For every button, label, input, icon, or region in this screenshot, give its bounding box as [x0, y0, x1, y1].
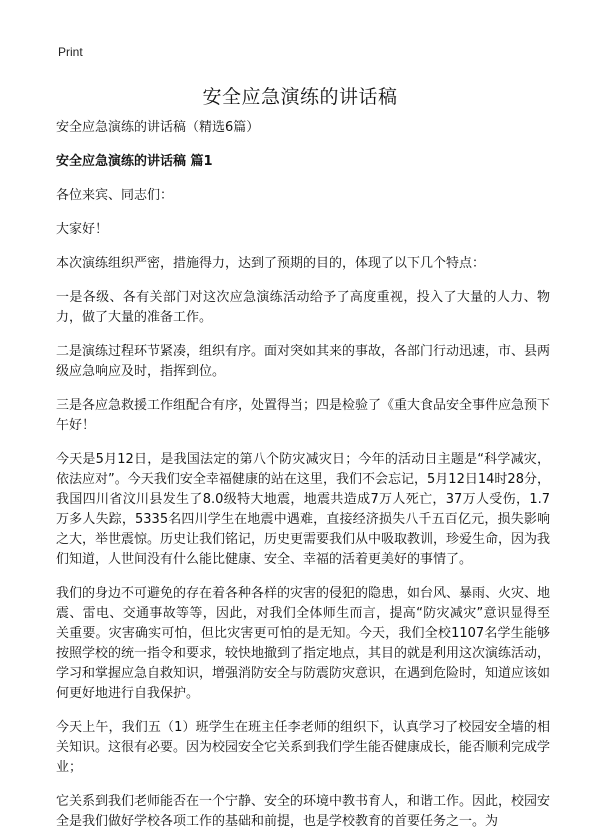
paragraph-hello: 大家好！ [56, 222, 109, 237]
print-link[interactable]: Print [58, 45, 83, 59]
paragraph-greeting: 各位来宾、同志们： [56, 188, 174, 203]
paragraph: 一是各级、各有关部门对这次应急演练活动给予了高度重视，投入了大量的人力、物力，做了大量的准备工作。 [56, 290, 550, 325]
paragraph: 它关系到我们老师能否在一个宁静、安全的环境中教书育人，和谐工作。因此，校园安全是我们做好学校各项工作的基础和前提，也是学校教育的首要任务之一。为 [56, 794, 551, 828]
paragraph: 今天上午，我们五（1）班学生在班主任李老师的组织下，认真学习了校园安全墙的相关知识。这很有必要。因为校园安全它关系到我们学生能否健康成长，能否顺利完成学业； [56, 720, 551, 775]
document-body [56, 118, 550, 828]
document-subtitle: 安全应急演练的讲话稿（精选6篇） [56, 120, 260, 135]
paragraph: 我们的身边不可避免的存在着各种各样的灾害的侵犯的隐患，如台风、暴雨、火灾、地震、雷电、交通事故等等，因此，对我们全体师生而言，提高“防灾减灾”意识显得至关重要。灾害确实可怕，但比灾害更可怕的是无知。今天，我们全校1107名学生能够按照学校的统一指令和要求，较快地撤到了指定地点，其目的就是利用这次演练活动，学习和掌握应急自救知识，增强消防安全与防震防灾意识，在遇到危险时，知道应该如何更好地进行自我保护。 [56, 586, 551, 701]
section-heading: 安全应急演练的讲话稿 篇1 [56, 154, 213, 169]
paragraph: 本次演练组织严密，措施得力，达到了预期的目的，体现了以下几个特点： [56, 256, 486, 271]
paragraph: 三是各应急救援工作组配合有序，处置得当；四是检验了《重大食品安全事件应急预下午好！ [56, 398, 551, 433]
paragraph: 今天是5月12日，是我国法定的第八个防灾减灾日；今年的活动日主题是“科学减灾，依法应对”。今天我们安全幸福健康的站在这里，我们不会忘记，5月12日14时28分，我国四川省汶川县发生了8.0级特大地震，地震共造成7万人死亡，37万人受伤，1.7万多人失踪，5335名四川学生在地震中遇难，直接经济损失八千五百亿元，损失影响之大，举世震惊。历史让我们铭记，历史更需要我们从中吸取教训，珍爱生命，因为我们知道，人世间没有什么能比健康、安全、幸福的活着更美好的事情了。 [56, 452, 551, 567]
paragraph: 二是演练过程环节紧凑，组织有序。面对突如其来的事故，各部门行动迅速，市、县两级应急响应及时，指挥到位。 [56, 344, 551, 379]
document-title: 安全应急演练的讲话稿 [202, 86, 398, 108]
